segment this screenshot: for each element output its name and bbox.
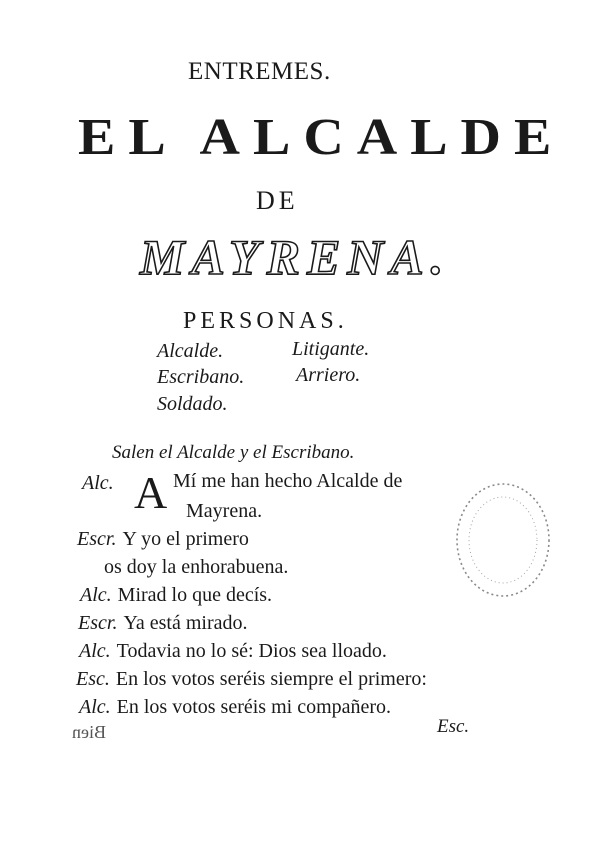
dialogue-line: [79, 640, 387, 663]
line-text: Ya está mirado.: [123, 612, 248, 634]
line-text: En los votos seréis siempre el primero:: [115, 668, 427, 690]
character-litigante: Litigante.: [292, 338, 370, 360]
title-main: EL ALCALDE: [78, 108, 565, 166]
speaker-label: Escr.: [78, 612, 118, 634]
speaker-label: Alc.: [80, 584, 112, 606]
genre-heading: ENTREMES.: [188, 58, 331, 85]
dialogue-speaker: [82, 472, 120, 495]
drop-cap: A: [134, 467, 168, 518]
speaker-label: Escr.: [77, 528, 117, 550]
dialogue-line: [80, 584, 272, 607]
title-city: MAYRENA.: [140, 229, 451, 285]
speaker-label: Alc.: [79, 696, 111, 718]
dialogue-line: Mí me han hecho Alcalde de: [173, 470, 403, 492]
line-text: Y yo el primero: [122, 528, 249, 550]
character-alcalde: Alcalde.: [157, 340, 224, 362]
personas-heading: PERSONAS.: [183, 308, 348, 334]
character-escribano: Escribano.: [157, 366, 245, 388]
dialogue-line: [77, 528, 249, 551]
dialogue-line: Mayrena.: [186, 500, 263, 522]
line-text: En los votos seréis mi compañero.: [116, 696, 392, 718]
dialogue-line: [78, 612, 248, 635]
dialogue-line: os doy la enhorabuena.: [104, 556, 289, 578]
speaker-label: Esc.: [76, 668, 110, 690]
character-soldado: Soldado.: [157, 393, 228, 415]
stage-direction: Salen el Alcalde y el Escribano.: [112, 442, 355, 463]
character-arriero: Arriero.: [296, 364, 361, 386]
catchword: Esc.: [437, 716, 470, 737]
speaker-label: Alc.: [79, 640, 111, 662]
line-text: Mirad lo que decís.: [117, 584, 273, 606]
title-connector: DE: [256, 186, 299, 215]
dialogue-line: [76, 668, 427, 691]
line-text: Todavia no lo sé: Dios sea lloado.: [116, 640, 387, 662]
library-stamp-mark: [448, 476, 558, 604]
dialogue-line: [79, 696, 391, 719]
bleed-through-text: Bien: [72, 722, 106, 742]
speaker-label: Alc.: [82, 472, 114, 494]
